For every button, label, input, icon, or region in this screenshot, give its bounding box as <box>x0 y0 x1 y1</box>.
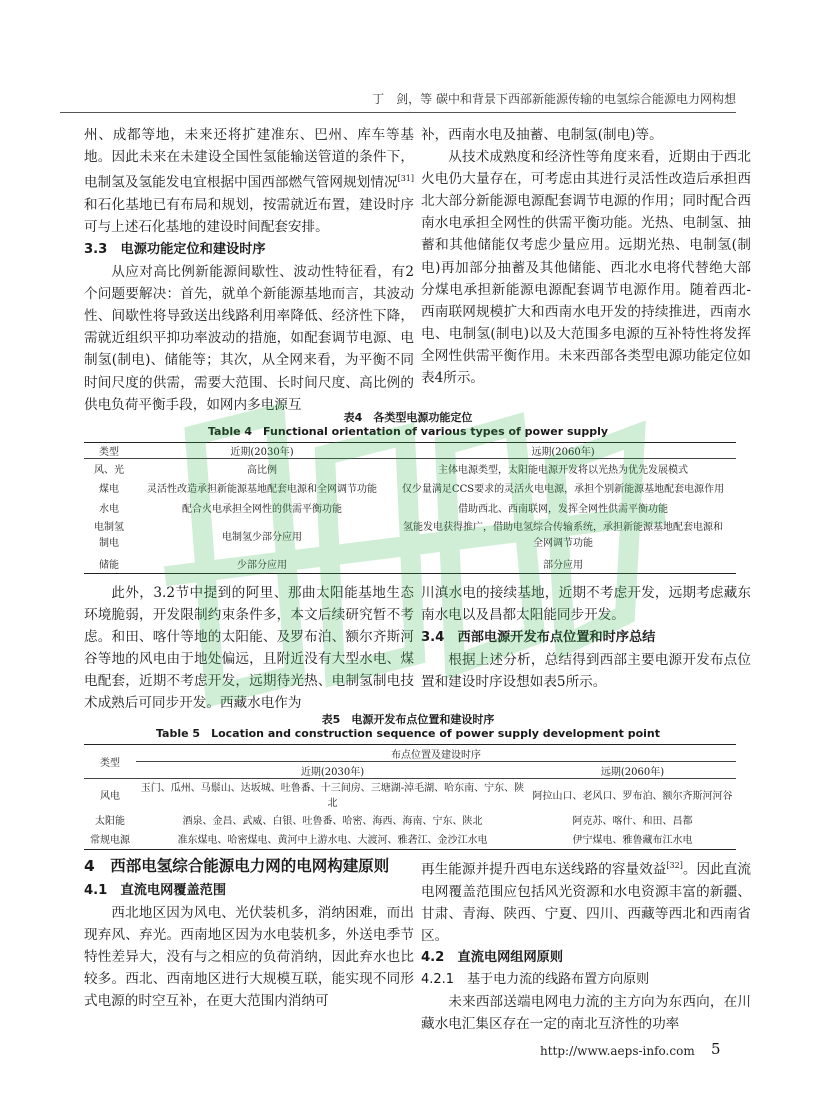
table-row: 水电 配合火电承担全网性的供需平衡功能 借助西北、西南联网，发挥全网性供需平衡功能 <box>99 504 668 515</box>
paragraph: 从应对高比例新能源间歇性、波动性特征看，有2个问题要解决：首先，就单个新能源基地而言，其波动性、间歇性将导致送出线路利用率降低、经济性下降，需就近组织平抑功率波动的措施，如配套调节电源、电制氢(制电)、储能等；其次，从全网来看，为平衡不同时间尺度的供需，需要大范围、长时间尺度、高比例的供电负荷平衡手段，如网内多电源互 <box>84 264 414 413</box>
table-row: 电制氢 制电 电制氢少部分应用 氢能发电获得推广，借助电氢综合传输系统，承担新能源基地配套电源和 全网调节功能 <box>94 521 723 549</box>
paragraph: 补，西南水电及抽蓄、电制氢(制电)等。 <box>421 127 663 143</box>
table-row: 煤电 灵活性改造承担新能源基地配套电源和全网调节功能 仅少量满足CCS要求的灵活火电电源，承担个别新能源基地配套电源作用 <box>99 484 725 495</box>
column-top-left <box>84 124 414 416</box>
section-heading-4: 4 西部电氢综合能源电力网的电网构建原则 <box>84 857 390 875</box>
paragraph: 未来西部送端电网电力流的主方向为东西向，在川藏水电汇集区存在一定的南北互济性的功率 <box>421 994 751 1033</box>
section-heading-4-2: 4.2 直流电网组网原则 <box>421 949 564 965</box>
table-row: 风电 玉门、瓜州、马鬃山、达坂城、吐鲁番、十三间房、三塘湖-淖毛湖、哈东南、宁东、陕北 阿拉山口、老风口、罗布泊、额尔齐斯河河谷 <box>84 779 736 810</box>
table5-caption <box>60 713 756 741</box>
table4 <box>84 442 736 574</box>
table-row: 常规电源 准东煤电、哈密煤电、黄河中上游水电、大渡河、雅砻江、金沙江水电 伊宁煤电、雅鲁藏布江水电 <box>84 829 736 849</box>
table4-title-en: Table 4 Functional orientation of various types of power supply <box>207 425 609 438</box>
table-header-row: 类型 近期(2030年) 远期(2060年) <box>84 443 736 459</box>
footer-url: http://www.aeps-info.com <box>540 1044 695 1058</box>
section-heading-3-3: 3.3 电源功能定位和建设时序 <box>84 242 266 257</box>
table5-title-cn: 表5 电源开发布点位置和建设时序 <box>321 713 495 726</box>
section-heading-3-4: 3.4 西部电源开发布点位置和时序总结 <box>421 630 656 646</box>
table-header-row: 类型 布点位置及建设时序 <box>84 745 736 762</box>
section-heading-4-2-1: 4.2.1 基于电力流的线路布置方向原则 <box>421 972 650 987</box>
header-title: 碳中和背景下西部新能源传输的电氢综合能源电力网构想 <box>435 92 736 106</box>
column-mid-left <box>84 582 414 715</box>
table4-caption <box>60 411 756 439</box>
paragraph: 西北地区因为风电、光伏装机多，消纳困难，而出现弃风、弃光。西南地区因为水电装机多，外送电季节特性差异大，没有与之相应的负荷消纳，因此弃水也比较多。西北、西南地区进行大规模互联，能实现不同形式电源的时空互补，在更大范围内消纳可 <box>84 905 414 1010</box>
column-bottom-left <box>84 855 414 1013</box>
column-top-right <box>421 124 751 389</box>
table-row: 储能 少部分应用 部分应用 <box>84 554 736 574</box>
table-header-row: 近期(2030年) 远期(2060年) <box>300 766 665 778</box>
header-rule <box>60 112 736 113</box>
column-bottom-right <box>421 855 751 1035</box>
table4-title-cn: 表4 各类型电源功能定位 <box>343 411 473 424</box>
paragraph: 根据上述分析，总结得到西部主要电源开发布点位置和建设时序设想如表5所示。 <box>421 652 751 691</box>
paragraph: 州、成都等地，未来还将扩建准东、巴州、库车等基地。因此未来在未建设全国性氢能输送管道的条件下，电制氢及氢能发电宜根据中国西部燃气管网规划情况[31]和石化基地已有布局和规划，按需就近布置，建设时序可与上述石化基地的建设时间配套安排。 <box>84 127 414 235</box>
table-row: 太阳能 酒泉、金昌、武威、白银、吐鲁番、哈密、海西、海南、宁东、陕北 阿克苏、喀什、和田、昌都 <box>95 815 693 827</box>
running-header <box>60 90 736 107</box>
table5 <box>84 744 736 850</box>
paragraph: 川滇水电的接续基地，近期不考虑开发，远期考虑藏东南水电以及昌都太阳能同步开发。 <box>421 585 751 624</box>
paragraph: 再生能源并提升西电东送线路的容量效益[32]。因此直流电网覆盖范围应包括风光资源和水电资源丰富的新疆、甘肃、青海、陕西、宁夏、四川、西藏等西北和西南省区。 <box>421 861 752 944</box>
header-authors: 丁 剑，等 <box>372 92 433 106</box>
column-mid-right <box>421 582 751 693</box>
table5-title-en: Table 5 Location and construction sequence of power supply development point <box>155 727 661 740</box>
paragraph: 从技术成熟度和经济性等角度来看，近期由于西北火电仍大量存在，可考虑由其进行灵活性改造后承担西北大部分新能源电源配套调节电源的作用；同时配合西南水电承担全网性的供需平衡功能。光热、电制氢、抽蓄和其他储能仅考虑少量应用。远期光热、电制氢(制电)再加部分抽蓄及其他储能、西北水电将代替绝大部分煤电承担新能源电源配套调节电源作用。随着西北-西南联网规模扩大和西南水电开发的持续推进，西南水电、电制氢(制电)以及大范围多电源的互补特性将发挥全网性供需平衡作用。未来西部各类型电源功能定位如表4所示。 <box>421 149 751 387</box>
table-row: 风、光 高比例 主体电源类型，太阳能电源开发将以光热为优先发展模式 <box>84 459 736 478</box>
page-number: 5 <box>711 1040 721 1058</box>
paragraph: 此外，3.2节中提到的阿里、那曲太阳能基地生态环境脆弱，开发限制约束条件多，本文后续研究暂不考虑。和田、喀什等地的太阳能、及罗布泊、额尔齐斯河谷等地的风电由于地处偏远，且附近没有大型水电、煤电配套，近期不考虑开发，远期待光热、电制氢制电技术成熟后可同步开发。西藏水电作为 <box>84 585 414 712</box>
section-heading-4-1: 4.1 直流电网覆盖范围 <box>84 883 227 898</box>
